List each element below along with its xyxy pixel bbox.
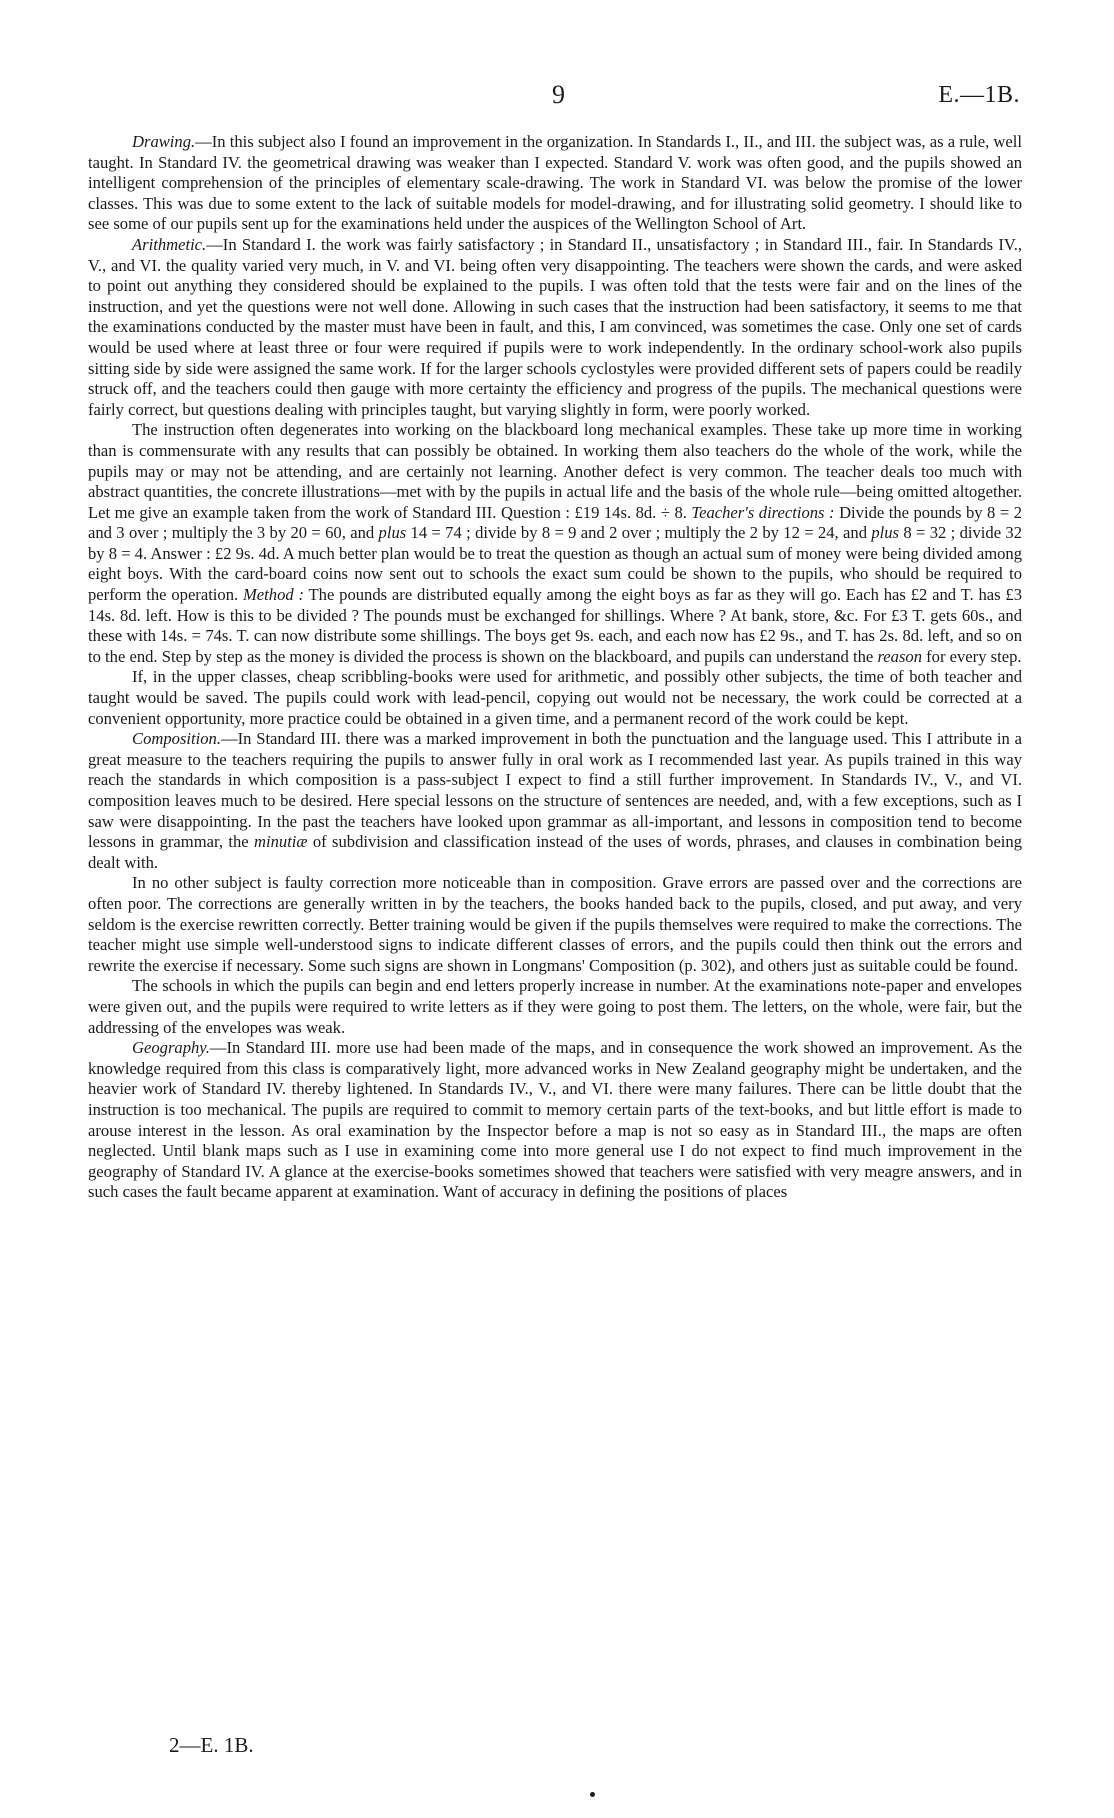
paragraph-text: —In Standard I. the work was fairly satisfactory ; in Standard II., unsatisfactory ; in Standard III., fair. In Standards IV., V., and VI. the quality varied very much, in V. and VI. being often very disappointing. The teachers were shown the cards, and were asked to point out anything they considered should be explained to the pupils. I was often told that the tests were fair and on the lines of the instruction, and yet the questions were not well done. Allowing in such cases that the instruction had been satisfactory, it seems to me that the examinations conducted by the master must have been in fault, and this, I am convinced, was sometimes the case. Only one set of cards would be used where at least three or four were required if pupils were to work independently. In the ordinary school-work also pupils sitting side by side were assigned the same work. If for the larger schools cyclostyles were provided different sets of papers could be readily struck off, and the teachers could then gauge with more certainty the efficiency and progress of the pupils. The mechanical questions were fairly correct, but questions dealing with principles taught, but varying slightly in form, were poorly worked. (88, 234, 1022, 419)
paragraph-text: In no other subject is faulty correction more noticeable than in composition. Grave errors are passed over and the corrections are often poor. The corrections are generally written in by the teachers, the books handed back to the pupils, closed, and put away, and very seldom is the exercise rewritten correctly. Better training would be given if the pupils themselves were required to make the corrections. The teacher might use simple well-understood signs to indicate different classes of errors, and the pupils could then think out the errors and rewrite the exercise if necessary. Some such signs are shown in Longmans' Composition (p. 302), and others just as suitable could be found. (88, 873, 1022, 975)
paragraph-text: The instruction often degenerates into working on the blackboard long mechanical examples. These take up more time in working than is commensurate with any results that can possibly be obtained. In working them also teachers do the whole of the work, while the pupils may or may not be attending, and are certainly not learning. Another defect is very common. The teacher deals too much with abstract quantities, the concrete illustrations—met with by the pupils in actual life and the basis of the whole rule—being omitted altogether. Let me give an example taken from the work of Standard III. Question : £19 14s. 8d. ÷ 8. (88, 420, 1022, 522)
paragraph-text: —In this subject also I found an improvement in the organization. In Standards I., II., and III. the subject was, as a rule, well taught. In Standard IV. the geometrical drawing was weaker than I expected. Standard V. work was often good, and the pupils showed an intelligent comprehension of the principles of elementary scale-drawing. The work in Standard VI. was below the promise of the lower classes. This was due to some extent to the lack of suitable models for model-drawing, and for illustrating solid geometry. I should like to see some of our pupils sent up for the examinations held under the auspices of the Wellington School of Art. (88, 132, 1022, 234)
paragraph-text: —In Standard III. there was a marked improvement in both the punctuation and the language used. This I attribute in a great measure to the teachers requiring the pupils to answer fully in oral work as I recommended last year. As pupils trained in this way reach the standards in which composition is a pass-subject I expect to find a still further improvement. In Standards IV., V., and VI. composition leaves much to be desired. Here special lessons on the structure of sentences are needed, and, with a few exceptions, such as I saw were disappointing. In the past the teachers have looked upon grammar as all-important, and lessons in composition tend to become lessons in grammar, the (88, 729, 1022, 852)
italic-text: plus (378, 523, 407, 543)
section-heading-arithmetic: Arithmetic. (132, 234, 207, 254)
italic-text: plus (871, 523, 900, 543)
section-heading-composition: Composition. (132, 729, 221, 749)
italic-text: Teacher's directions : (691, 502, 835, 522)
paragraph-text: 14 = 74 ; divide by 8 = 9 and 2 over ; multiply the 2 by 12 = 24, and (406, 523, 872, 543)
italic-text: Method : (242, 585, 305, 605)
paragraph-geography (88, 1038, 1022, 1203)
italic-text: reason (877, 646, 922, 666)
paragraph-scribbling-books (88, 667, 1022, 729)
paragraph-text: The pounds are distributed equally among the eight boys as far as they will go. Each has £2 and T. has £3 14s. 8d. left. How is this to be divided ? The pounds must be exchanged for shillings. Where ? At bank, store, &c. For £3 T. gets 60s., and these with 14s. = 74s. T. can now distribute some shillings. The boys get 9s. each, and each now has £2 9s., and T. has 2s. 8d. left, and so on to the end. Step by step as the money is divided the process is shown on the blackboard, and pupils can understand the (88, 585, 1022, 666)
paragraph-text: of subdivision and classification instead of the uses of words, phrases, and clauses in combination being dealt with. (88, 832, 1023, 872)
paragraph-drawing (88, 132, 1022, 235)
italic-text: minutiæ (254, 832, 308, 852)
paragraph-letters (88, 976, 1022, 1038)
paragraph-text: The schools in which the pupils can begin and end letters properly increase in number. At the examinations note-paper and envelopes were given out, and the pupils were required to write letters as if they were going to post them. The letters, on the whole, were fair, but the addressing of the envelopes was weak. (88, 976, 1022, 1037)
paragraph-blackboard-examples (88, 420, 1022, 667)
paragraph-text: for every step. (922, 646, 1022, 666)
paragraph-text: Divide the pounds by 8 = 2 and 3 over ; multiply the 3 by 20 = 60, and (88, 502, 1023, 543)
section-heading-geography: Geography. (132, 1038, 210, 1058)
paragraph-text: —In Standard III. more use had been made of the maps, and in consequence the work showed an improvement. As the knowledge required from this class is comparatively light, more advanced works in New Zealand geography might be undertaken, and the heavier work of Standard IV. thereby lightened. In Standards IV., V., and VI. there were many failures. There can be little doubt that the instruction is too mechanical. The pupils are required to commit to memory certain parts of the text-books, and but little effort is made to arouse interest in the lesson. As oral examination by the Inspector before a map is not so easy as in Standard III., the maps are often neglected. Until blank maps such as I use in examining come into more general use I do not expect to find much improvement in the geography of Standard IV. A glance at the exercise-books sometimes showed that teachers were satisfied with very meagre answers, and in such cases the fault became apparent at examination. Want of accuracy in defining the positions of places (88, 1038, 1022, 1202)
series-code: E.—1B. (938, 82, 1020, 108)
section-heading-drawing: Drawing. (132, 132, 196, 151)
page-number: 9 (552, 80, 565, 109)
paragraph-text: If, in the upper classes, cheap scribbling-books were used for arithmetic, and possibly other subjects, the time of both teacher and taught would be saved. The pupils could work with lead-pencil, copying out would not be necessary, the work could be corrected at a convenient opportunity, more practice could be obtained in a given time, and a permanent record of the work could be kept. (88, 667, 1022, 728)
paragraph-arithmetic (88, 235, 1022, 420)
paragraph-composition (88, 729, 1022, 873)
paragraph-text: 8 = 32 ; divide 32 by 8 = 4. Answer : £2 9s. 4d. A much better plan would be to treat the question as though an actual sum of money were being divided among eight boys. With the card-board coins now sent out to schools the exact sum could be shown to the pupils, who should be required to perform the operation. (88, 523, 1023, 605)
print-dot (590, 1792, 595, 1797)
report-body (88, 132, 1022, 1203)
sheet-signature-mark: 2—E. 1B. (169, 1733, 254, 1757)
paragraph-correction (88, 873, 1022, 976)
